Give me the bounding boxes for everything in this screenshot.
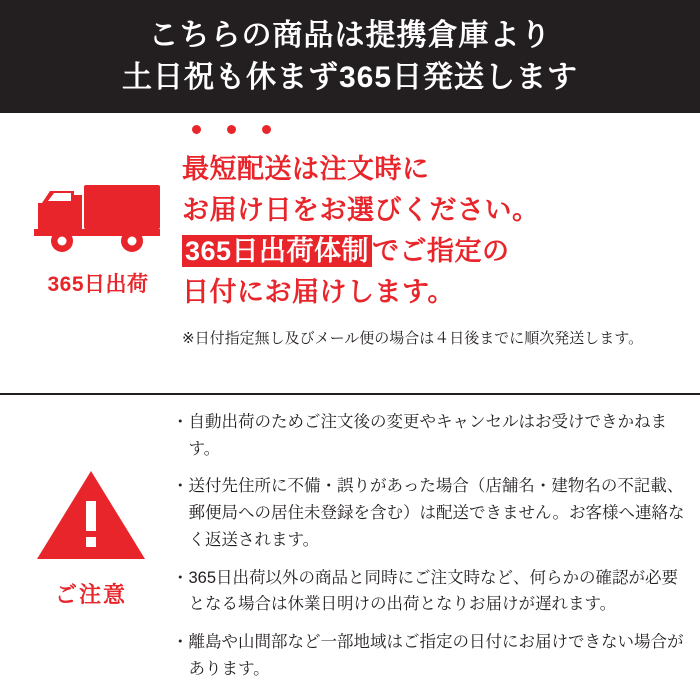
caution-section bbox=[0, 395, 700, 698]
dot-1 bbox=[192, 125, 201, 134]
list-item-text: 送付先住所に不備・誤りがあった場合（店舗名・建物名の不記載、郵便局への居住未登録を含む）は配送できません。お客様へ連絡なく返送されます。 bbox=[188, 477, 685, 549]
caution-list bbox=[172, 405, 688, 698]
header-banner bbox=[0, 0, 700, 113]
list-item-text: 365日出荷以外の商品と同時にご注文時など、何らかの確認が必要となる場合は休業日明けの出荷となりお届けが遅れます。 bbox=[188, 568, 679, 614]
bullet-icon: ・ bbox=[172, 633, 189, 652]
bullet-icon: ・ bbox=[172, 477, 189, 496]
list-item-text: 自動出荷のためご注文後の変更やキャンセルはお受けできかねます。 bbox=[188, 413, 667, 458]
delivery-truck-icon bbox=[32, 177, 164, 260]
highlight-365-label: 365日出荷体制 bbox=[182, 235, 372, 267]
shipping-note: ※日付指定無し及びメール便の場合は４日後までに順次発送します。 bbox=[182, 330, 644, 348]
list-item bbox=[172, 565, 688, 618]
message-line-3 bbox=[182, 231, 686, 272]
message-line-2: お届け日をお選びください。 bbox=[182, 195, 540, 226]
caution-badge bbox=[10, 405, 172, 698]
warning-triangle-icon bbox=[35, 467, 147, 568]
list-item bbox=[172, 629, 688, 682]
header-line-1: こちらの商品は提携倉庫より bbox=[148, 19, 552, 53]
list-item bbox=[172, 473, 688, 553]
message-line-1: 最短配送は注文時に bbox=[182, 154, 430, 184]
decorative-dots bbox=[192, 125, 271, 134]
message-line-3-rest: でご指定の bbox=[372, 236, 510, 267]
bullet-icon: ・ bbox=[172, 413, 189, 431]
dot-2 bbox=[227, 125, 236, 134]
shipping-message-block bbox=[182, 125, 686, 393]
message-line-4: 日付にお届けします。 bbox=[182, 277, 455, 308]
bullet-icon: ・ bbox=[172, 568, 189, 587]
list-item-text: 離島や山間部など一部地域はご指定の日付にお届けできない場合があります。 bbox=[188, 633, 684, 678]
header-line-2: 土日祝も休まず365日発送します bbox=[121, 60, 579, 94]
caution-caption: ご注意 bbox=[54, 582, 127, 607]
list-item bbox=[172, 409, 688, 462]
dot-3 bbox=[262, 125, 271, 134]
shipping-message-section bbox=[0, 113, 700, 395]
truck-badge bbox=[14, 125, 182, 393]
truck-caption: 365日出荷 bbox=[47, 273, 149, 296]
